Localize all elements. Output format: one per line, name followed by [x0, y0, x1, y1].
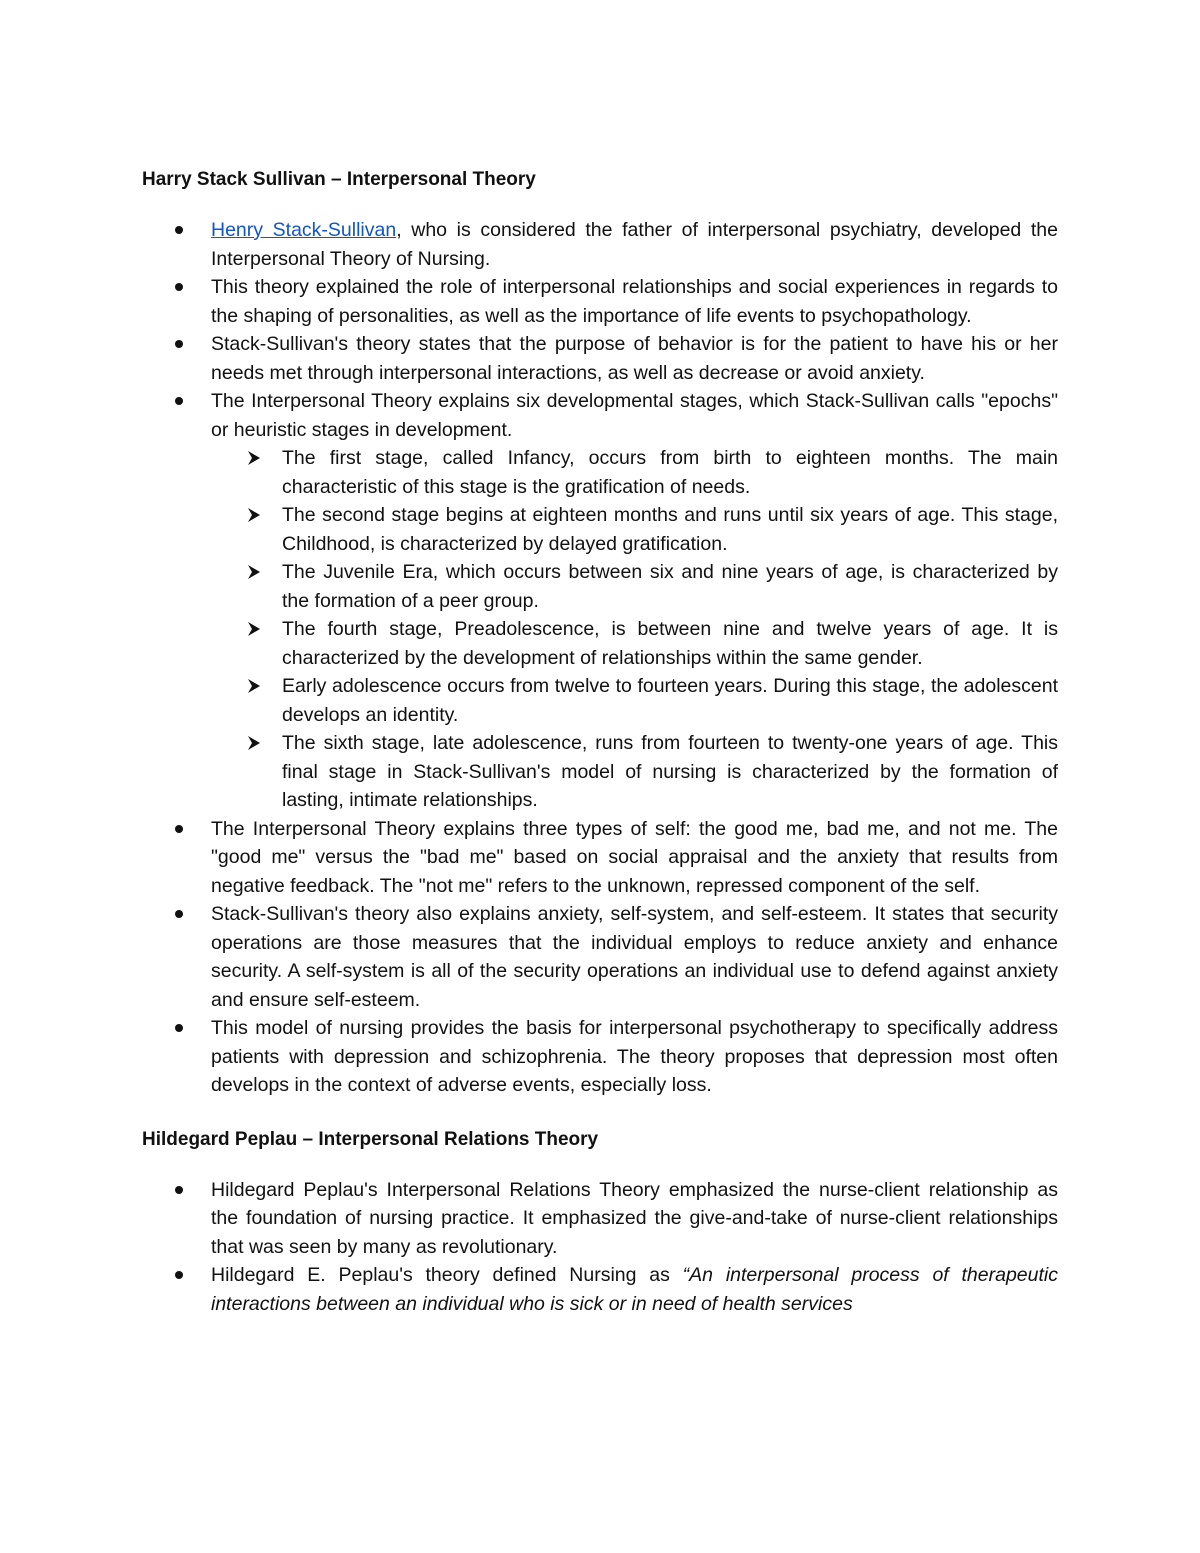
nursing-definition-quote: “An interpersonal process of therapeutic interactions between an individual who is sick or in need of health services	[211, 1264, 1058, 1315]
bullet-dot-icon	[175, 1024, 183, 1032]
bullet-dot-icon	[175, 397, 183, 405]
stage-item	[211, 444, 1058, 501]
bullet-dot-icon	[175, 1186, 183, 1194]
list-item	[142, 1176, 1058, 1262]
list-item	[142, 815, 1058, 901]
bullet-text: Stack-Sullivan's theory states that the purpose of behavior is for the patient to have his or her needs met through interpersonal interactions, as well as decrease or avoid anxiety.	[211, 333, 1058, 384]
bullet-text: This model of nursing provides the basis for interpersonal psychotherapy to specifically address patients with depression and schizophrenia. The theory proposes that depression most often develops in the context of adverse events, especially loss.	[211, 1017, 1058, 1096]
bullet-text: The Interpersonal Theory explains three types of self: the good me, bad me, and not me. The "good me" versus the "bad me" based on social appraisal and the anxiety that results from negative feedback. The "not me" refers to the unknown, repressed component of the self.	[211, 817, 1058, 897]
stage-text: The Juvenile Era, which occurs between six and nine years of age, is characterized by the formation of a peer group.	[282, 561, 1058, 612]
stage-text: Early adolescence occurs from twelve to fourteen years. During this stage, the adolescent develops an identity.	[282, 675, 1058, 726]
stage-item	[211, 729, 1058, 815]
section-title-sullivan: Harry Stack Sullivan – Interpersonal Theory	[142, 169, 536, 190]
list-item	[142, 216, 1058, 273]
document-content	[142, 166, 1058, 1318]
bullet-text: Stack-Sullivan's theory also explains anxiety, self-system, and self-esteem. It states that security operations are those measures that the individual employs to reduce anxiety and enhance security. A self-system is all of the security operations an individual use to defend against anxiety and ensure self-esteem.	[211, 903, 1058, 1011]
list-item	[142, 1261, 1058, 1318]
list-item	[142, 273, 1058, 330]
arrowhead-bullet-icon	[247, 621, 261, 637]
bullet-text: Hildegard Peplau's Interpersonal Relations Theory emphasized the nurse-client relationship as the foundation of nursing practice. It emphasized the give-and-take of nurse-client relationships that was seen by many as revolutionary.	[211, 1178, 1058, 1258]
bullet-text: , who is considered the father of interpersonal psychiatry, developed the Interpersonal Theory of Nursing.	[211, 219, 1059, 270]
stage-text: The sixth stage, late adolescence, runs from fourteen to twenty-one years of age. This final stage in Stack-Sullivan's model of nursing is characterized by the formation of lasting, intimate relationships.	[282, 732, 1058, 811]
bullet-dot-icon	[175, 825, 183, 833]
stage-item	[211, 672, 1058, 729]
stage-text: The second stage begins at eighteen months and runs until six years of age. This stage, Childhood, is characterized by delayed gratification.	[282, 504, 1058, 555]
arrowhead-bullet-icon	[247, 564, 261, 580]
stage-text: The first stage, called Infancy, occurs from birth to eighteen months. The main characteristic of this stage is the gratification of needs.	[282, 447, 1058, 498]
stage-item	[211, 501, 1058, 558]
arrowhead-bullet-icon	[247, 450, 261, 466]
henry-stack-sullivan-link[interactable]: Henry Stack-Sullivan	[211, 219, 397, 241]
bullet-text: This theory explained the role of interpersonal relationships and social experiences in regards to the shaping of personalities, as well as the importance of life events to psychopathology.	[211, 276, 1058, 327]
list-item	[142, 900, 1058, 1014]
bullet-dot-icon	[175, 340, 183, 348]
stage-item	[211, 558, 1058, 615]
bullet-dot-icon	[175, 226, 183, 234]
list-item	[142, 1014, 1058, 1100]
peplau-bullet-list	[142, 1176, 1058, 1319]
sullivan-bullet-list	[142, 216, 1058, 1100]
arrowhead-bullet-icon	[247, 507, 261, 523]
bullet-text: The Interpersonal Theory explains six developmental stages, which Stack-Sullivan calls "epochs" or heuristic stages in development.	[211, 390, 1058, 441]
bullet-dot-icon	[175, 1271, 183, 1279]
list-item	[142, 387, 1058, 815]
list-item	[142, 330, 1058, 387]
bullet-text: Hildegard E. Peplau's theory defined Nursing as	[211, 1264, 683, 1286]
section-title-peplau: Hildegard Peplau – Interpersonal Relations Theory	[142, 1128, 599, 1150]
arrowhead-bullet-icon	[247, 735, 261, 751]
bullet-dot-icon	[175, 910, 183, 918]
stages-sub-list	[211, 444, 1058, 815]
stage-text: The fourth stage, Preadolescence, is between nine and twelve years of age. It is characterized by the development of relationships within the same gender.	[282, 618, 1058, 669]
stage-item	[211, 615, 1058, 672]
arrowhead-bullet-icon	[247, 678, 261, 694]
bullet-dot-icon	[175, 283, 183, 291]
